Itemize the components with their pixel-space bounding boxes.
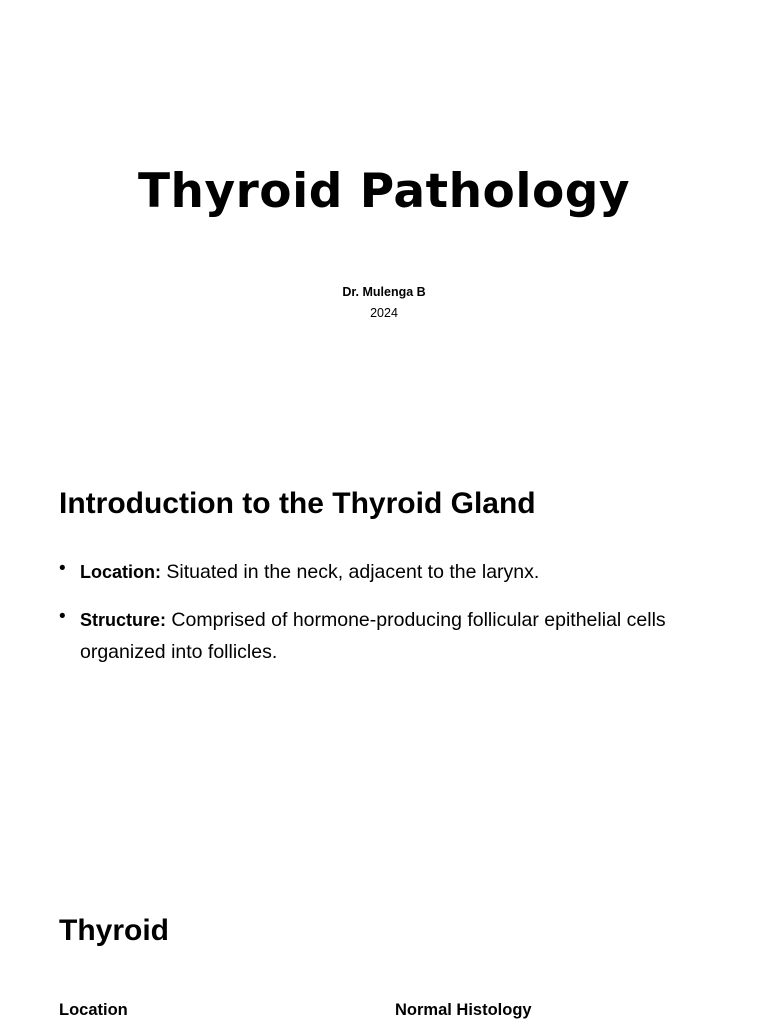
title-slide [0,0,768,420]
bullet-key: Location: [80,562,161,582]
bullet-item-structure [59,604,739,668]
thyroid-heading: Thyroid [59,914,169,947]
author-name: Dr. Mulenga B [342,285,426,299]
bullet-icon: • [59,558,66,579]
presentation-year: 2024 [370,306,398,320]
bullet-text: Situated in the neck, adjacent to the larynx. [161,561,540,583]
bullet-icon: • [59,606,66,627]
bullet-item-location [59,556,739,588]
presentation-title: Thyroid Pathology [137,164,631,219]
bullet-text: Comprised of hormone-producing follicular epithelial cells organized into follicles. [80,609,666,663]
intro-heading: Introduction to the Thyroid Gland [59,487,536,520]
column-label-normal-histology: Normal Histology [395,1001,532,1019]
intro-bullet-list [59,556,739,684]
bullet-key: Structure: [80,610,167,630]
column-label-location: Location [59,1001,128,1019]
